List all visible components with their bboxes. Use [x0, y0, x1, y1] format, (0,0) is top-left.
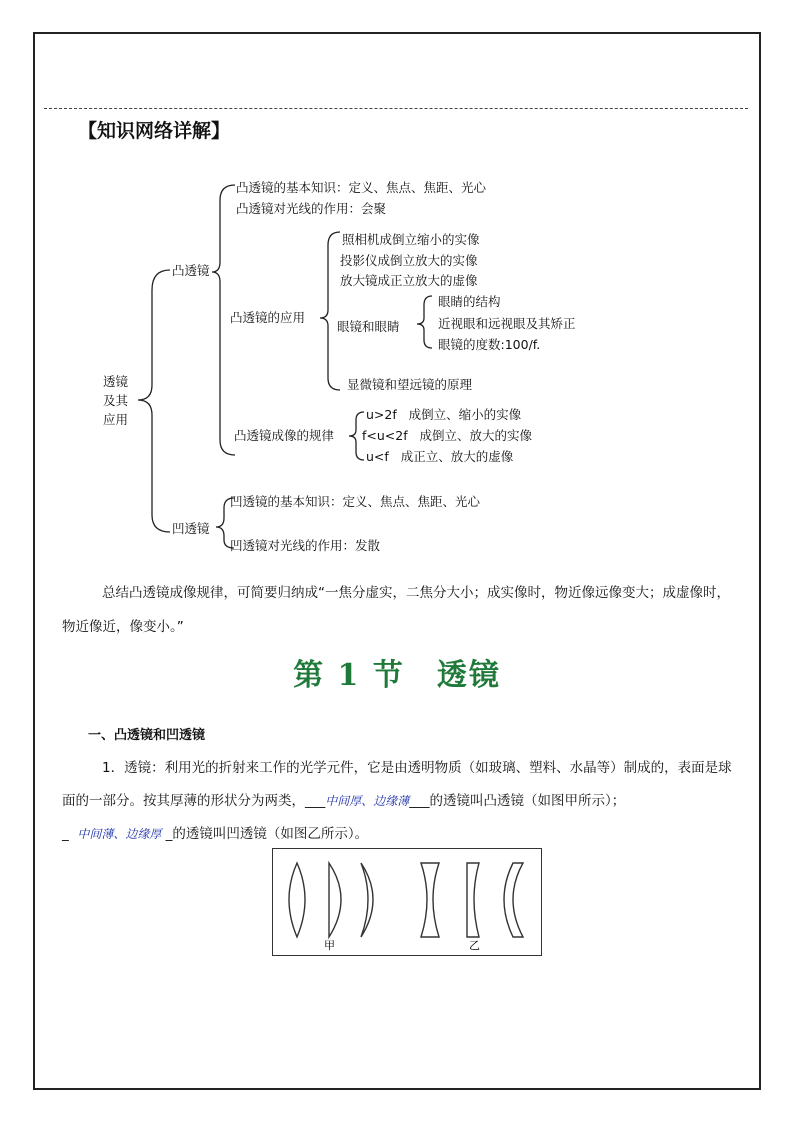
microscope-item: 显微镜和望远镜的原理 — [347, 377, 473, 392]
blank: _ — [165, 826, 173, 842]
para-text: 的透镜叫凹透镜（如图乙所示）。 — [172, 826, 369, 842]
convex-label: 凸透镜 — [172, 263, 210, 278]
rule-label: 凸透镜成像的规律 — [234, 428, 335, 443]
concave-effect: 凹透镜对光线的作用：发散 — [230, 538, 381, 553]
answer-1: 中间厚、边缘薄 — [325, 794, 410, 808]
lens-paragraph — [62, 752, 732, 851]
glasses-item: 眼睛的结构 — [438, 294, 501, 309]
convex-effect: 凸透镜对光线的作用：会聚 — [236, 201, 387, 216]
root-label — [103, 372, 128, 429]
application-item: 投影仪成倒立放大的实像 — [340, 253, 478, 268]
lens-drawings — [273, 849, 541, 955]
concave-basic: 凹透镜的基本知识：定义、焦点、焦距、光心 — [230, 494, 481, 509]
summary-paragraph: 总结凸透镜成像规律，可简要归纳成“一焦分虚实，二焦分大小；成实像时，物近像远像变大；成虚像时，物近像近，像变小。” — [62, 585, 730, 635]
figure-label-b: 乙 — [469, 939, 480, 952]
subsection-title: 一、凸透镜和凹透镜 — [88, 728, 206, 743]
convex-basic: 凸透镜的基本知识：定义、焦点、焦距、光心 — [236, 180, 487, 195]
lens-figure — [272, 848, 542, 956]
concave-label: 凹透镜 — [172, 521, 210, 536]
root-line: 透镜 — [103, 374, 129, 389]
planoconvex-lens — [329, 863, 341, 937]
biconcave-lens — [421, 863, 439, 937]
rule-item: f<u<2f 成倒立、放大的实像 — [362, 428, 533, 443]
blank: _ — [62, 826, 69, 842]
answer-2: 中间薄、边缘厚 — [77, 827, 162, 841]
root-line: 及其 — [103, 393, 129, 408]
chapter-title: 第 1 节 透镜 — [293, 658, 501, 693]
figure-label-a: 甲 — [324, 939, 335, 952]
para-text: 1．透镜：利用光的折射来工作的光学元件，它是由透明物质（如玻璃、塑料、水晶等）制成的，表面是球面的一部分。按其厚薄的形状分为两类， — [62, 760, 732, 809]
glasses-item: 眼镜的度数:100/f. — [438, 337, 541, 352]
blank: ___ — [305, 793, 326, 809]
meniscus-convex-lens — [361, 863, 373, 937]
para-text: 的透镜叫凸透镜（如图甲所示）； — [429, 793, 626, 809]
rule-item: u>2f 成倒立、缩小的实像 — [366, 407, 522, 422]
biconvex-lens — [289, 863, 305, 937]
root-line: 应用 — [103, 412, 129, 427]
blank: ___ — [409, 793, 430, 809]
rule-item: u<f 成正立、放大的虚像 — [366, 449, 514, 464]
application-item: 放大镜成正立放大的虚像 — [340, 273, 478, 288]
planoconcave-lens — [467, 863, 479, 937]
glasses-label: 眼镜和眼睛 — [337, 319, 400, 334]
application-label: 凸透镜的应用 — [230, 310, 306, 325]
application-item: 照相机成倒立缩小的实像 — [342, 232, 480, 247]
section-title: 【知识网络详解】 — [78, 120, 231, 142]
meniscus-concave-lens — [504, 863, 523, 937]
glasses-item: 近视眼和远视眼及其矫正 — [438, 316, 576, 331]
